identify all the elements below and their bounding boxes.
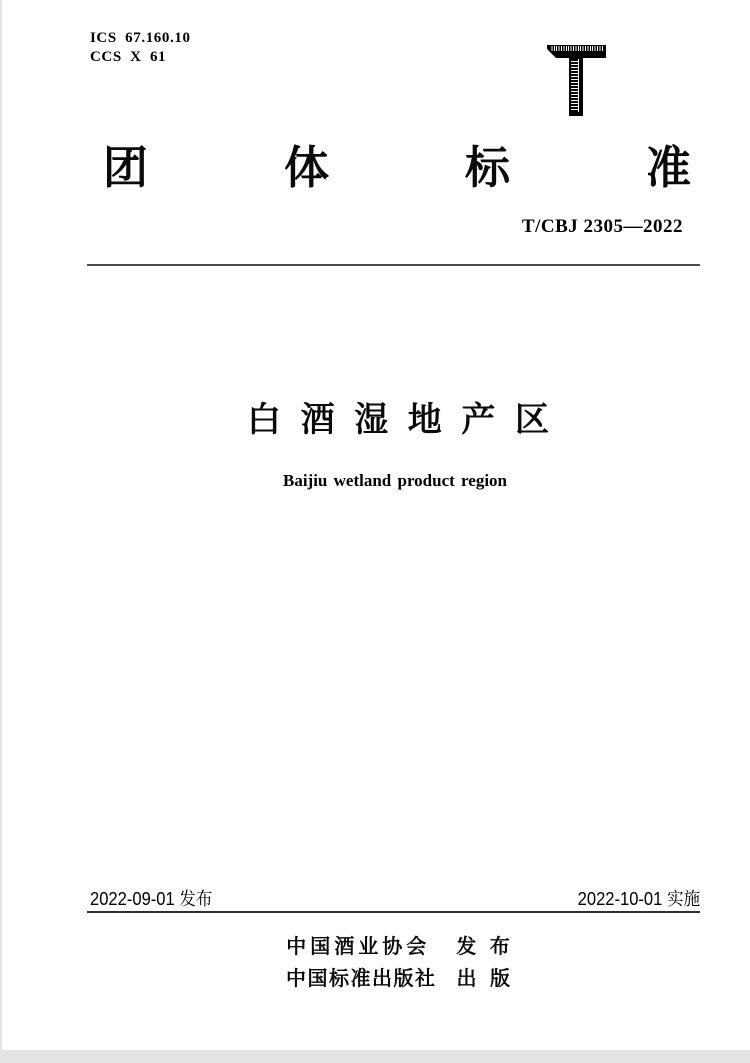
publisher-action: 出 版	[456, 968, 511, 990]
category-char: 标	[464, 142, 510, 193]
category-char: 团	[103, 142, 149, 193]
classification-codes	[90, 29, 191, 67]
t-logo-stem	[569, 58, 583, 116]
category-char: 准	[645, 142, 691, 193]
ccs-code: CCS X 61	[90, 49, 167, 65]
ics-code: ICS 67.160.10	[90, 30, 191, 46]
document-title	[247, 400, 549, 440]
t-logo-stem-wedge-left	[547, 89, 553, 103]
document-title-english: Baijiu wetland product region	[282, 471, 508, 490]
t-logo-stem-wedge-right	[602, 95, 606, 103]
t-logo-bar-wedge	[547, 49, 556, 58]
publisher-line	[286, 968, 510, 990]
issuer-line	[286, 936, 510, 958]
issuer-action: 发 布	[456, 936, 510, 958]
standard-number: T/CBJ 2305—2022	[521, 216, 683, 237]
group-standard-t-logo-icon	[547, 45, 606, 116]
title-char: 湿	[354, 401, 389, 439]
title-char: 白	[247, 401, 281, 439]
implementation-date: 2022-10-01 实施	[577, 889, 700, 909]
page-edge-left	[0, 0, 2, 1063]
issue-date: 2022-09-01 发布	[90, 889, 213, 909]
category-char: 体	[283, 142, 329, 193]
title-char: 地	[407, 401, 442, 439]
category-title	[103, 144, 691, 192]
title-char: 产	[461, 401, 496, 439]
header-divider-line	[87, 264, 700, 266]
publisher-organization: 中国标准出版社	[285, 968, 437, 990]
issuer-organization: 中国酒业协会	[286, 936, 431, 958]
page-edge-bottom	[0, 1050, 750, 1063]
title-char: 区	[514, 401, 549, 439]
title-char: 酒	[300, 401, 335, 439]
footer-divider-line	[87, 911, 700, 913]
